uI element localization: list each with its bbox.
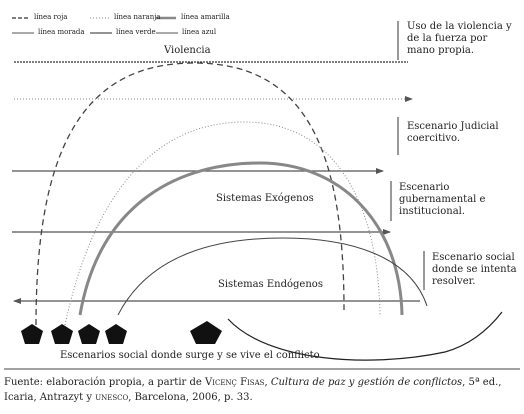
- legend-label-azul: línea azul: [182, 28, 217, 36]
- legend-label-morada: línea morada: [38, 28, 85, 36]
- scenario-pentagon-1: [21, 324, 43, 344]
- arc-amarilla-thick: [80, 163, 402, 315]
- label-sistemas-exogenos: Sistemas Exógenos: [216, 193, 314, 204]
- caption-suffix: , Barcelona, 2006, p. 33.: [128, 392, 253, 403]
- legend-label-amarilla: línea amarilla: [181, 13, 230, 21]
- caption-sep: ,: [264, 377, 271, 388]
- scenario-pentagon-3: [78, 324, 100, 344]
- scenario-pentagon-4: [105, 324, 127, 344]
- side-label-social: Escenario social donde se intenta resolver.: [432, 252, 517, 287]
- source-caption: [4, 375, 520, 405]
- legend-label-roja: línea roja: [34, 13, 68, 21]
- scenario-pentagon-2: [51, 324, 73, 344]
- label-escenarios: Escenarios social donde surge y se vive el conflicto: [60, 350, 320, 361]
- label-sistemas-endogenos: Sistemas Endógenos: [218, 279, 323, 290]
- arc-morada-thin: [118, 238, 427, 315]
- scenario-pentagon-large: [190, 321, 222, 344]
- caption-prefix: Fuente: elaboración propia, a partir de: [4, 377, 205, 388]
- caption-title: Cultura de paz y gestión de conflictos: [270, 377, 463, 388]
- side-label-gubernamental: Escenario gubernamental e institucional.: [399, 182, 486, 217]
- side-label-uso-violencia: Uso de la violencia y de la fuerza por mano propia.: [407, 21, 512, 56]
- caption-mid: , 5ª ed., Icaria, Antrazyt y: [4, 377, 502, 403]
- arc-naranja-dotted: [65, 122, 380, 325]
- label-violencia: Violencia: [164, 45, 211, 56]
- side-label-judicial: Escenario Judicial coercitivo.: [407, 121, 499, 144]
- caption-org: unesco: [95, 392, 129, 403]
- legend-label-verde: línea verde: [116, 28, 156, 36]
- legend-label-naranja: línea naranja: [114, 13, 161, 21]
- caption-author: Vicenç Fisas: [204, 377, 265, 388]
